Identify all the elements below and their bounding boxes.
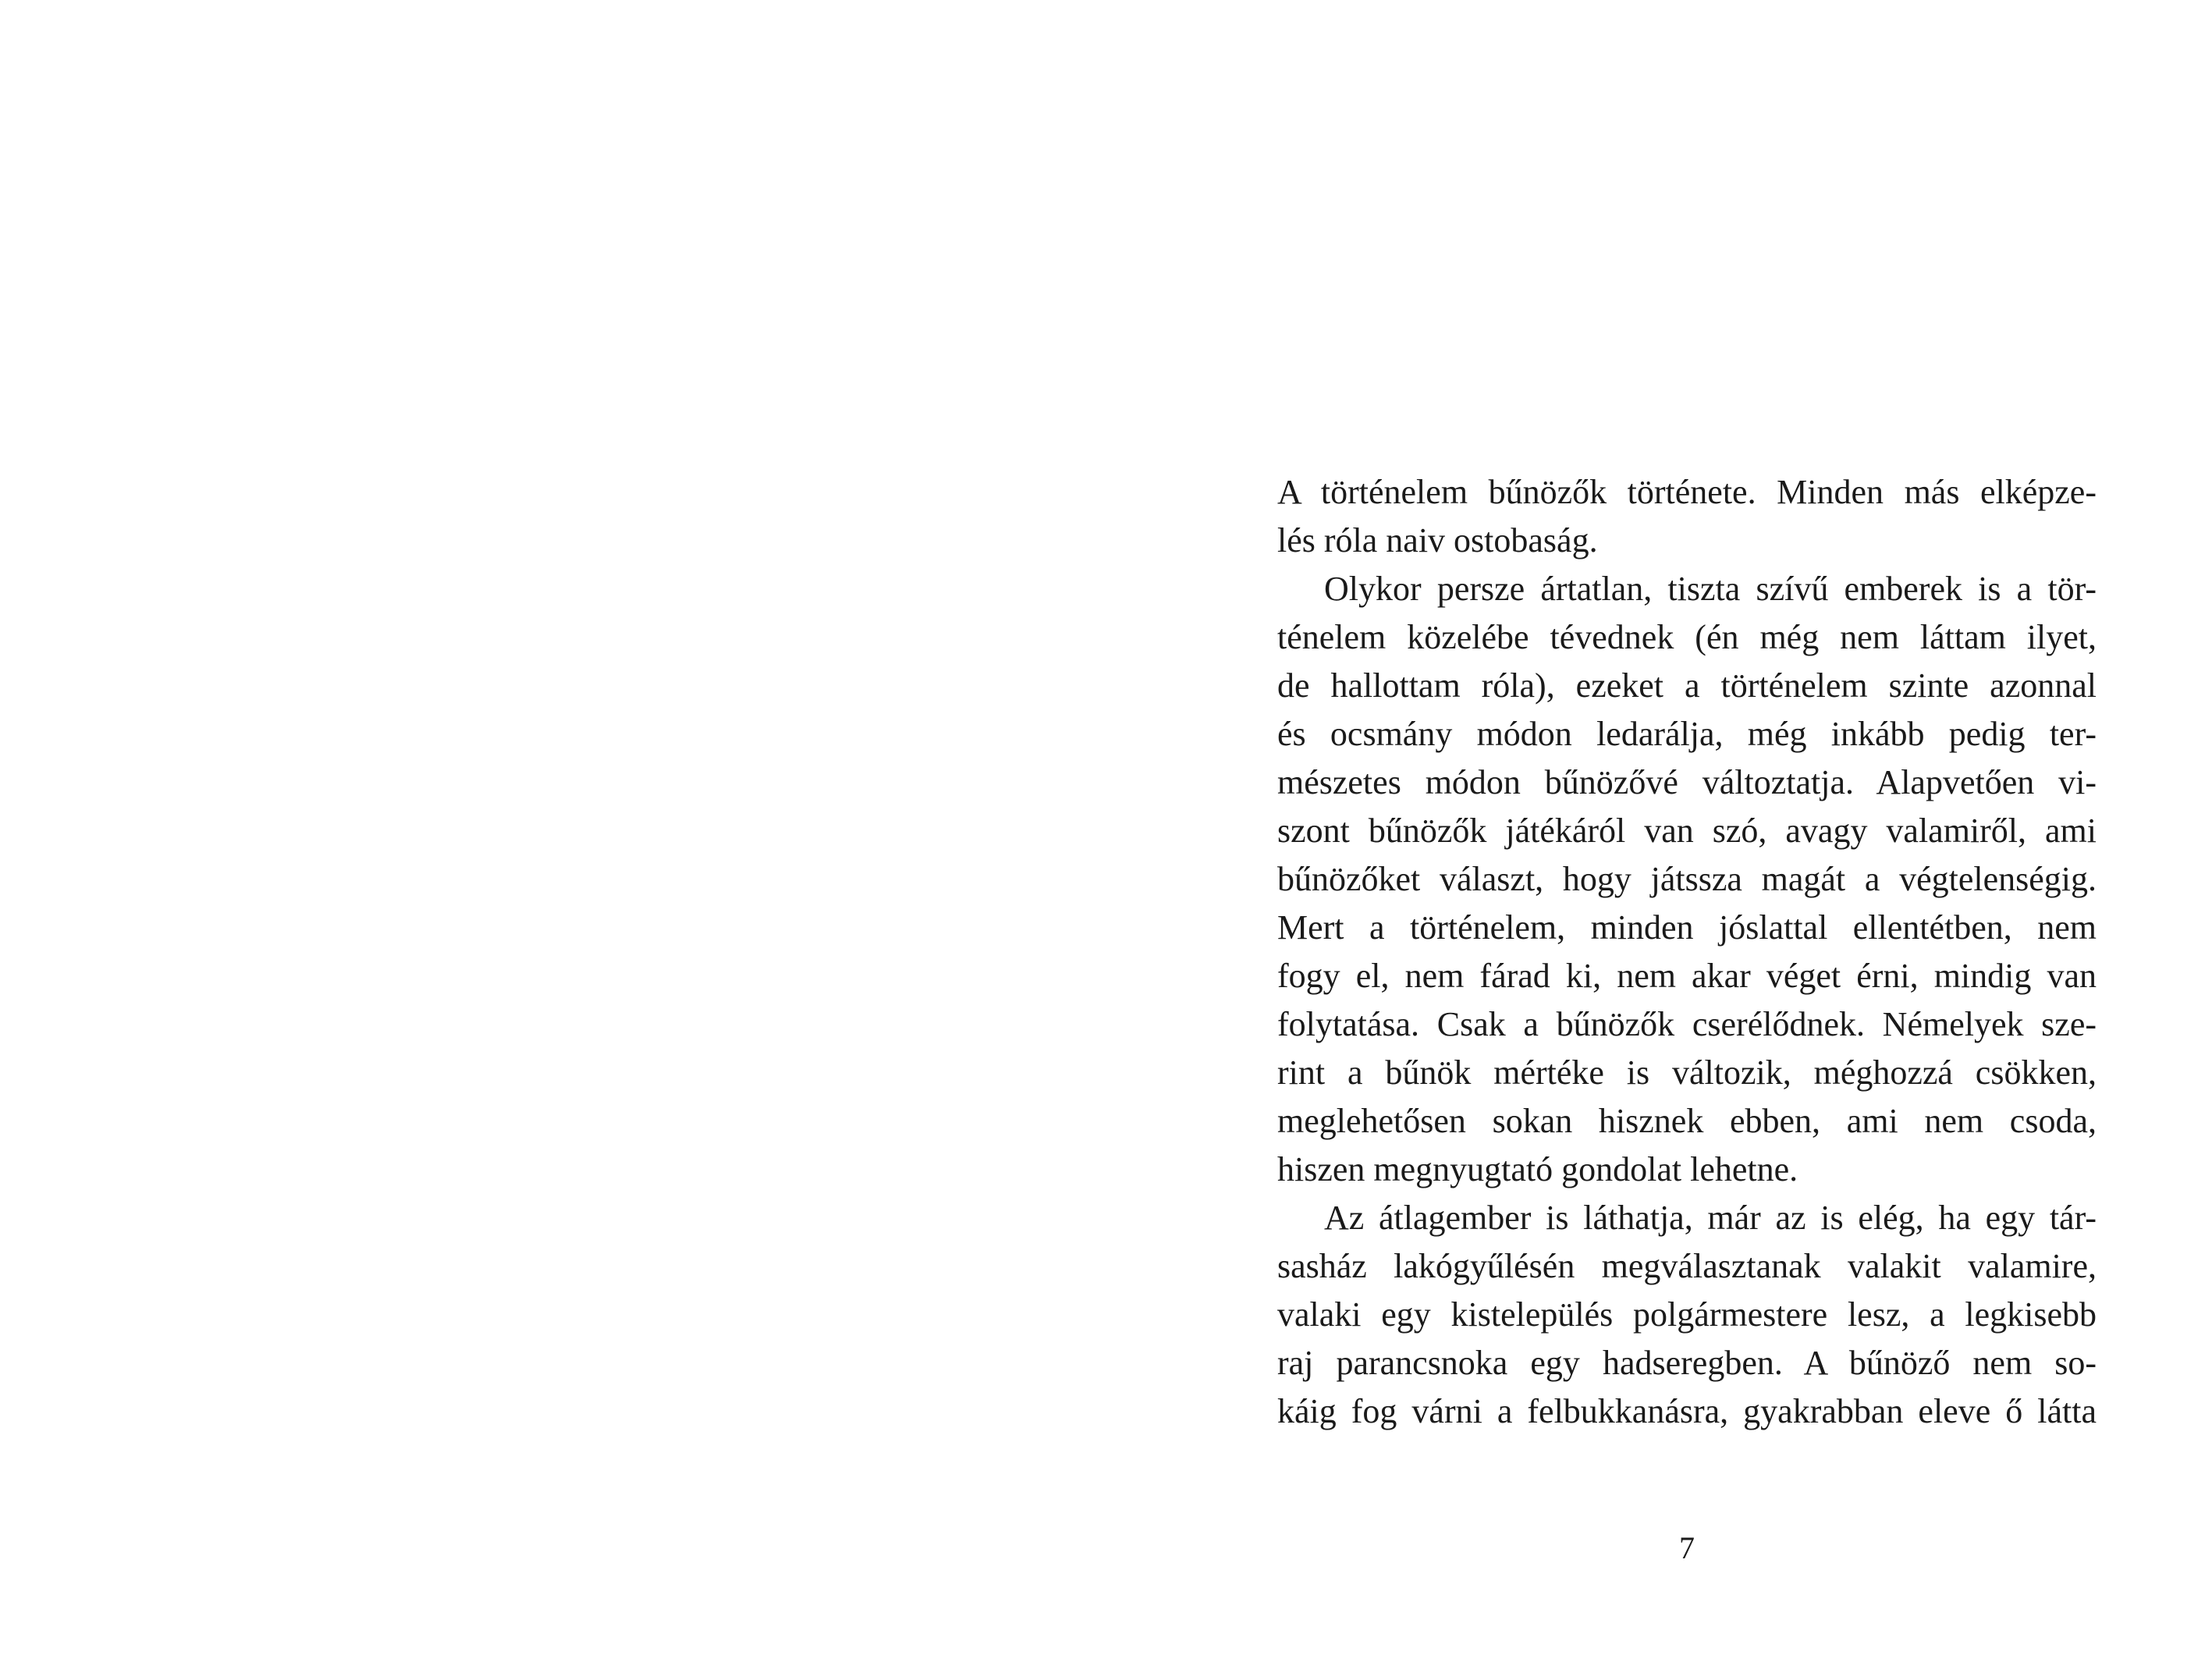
text-line: valaki egy kistelepülés polgármestere lesz, a legkisebb (1277, 1295, 2097, 1334)
text-line: A történelem bűnözők története. Minden más elképze- (1277, 473, 2097, 511)
text-line: lés róla naiv ostobaság. (1277, 521, 1598, 560)
text-line: Az átlagember is láthatja, már az is elég, ha egy tár- (1324, 1199, 2097, 1237)
right-page (1106, 0, 2212, 1659)
body-text (1277, 468, 2097, 1436)
text-line: rint a bűnök mértéke is változik, méghozzá csökken, (1277, 1053, 2097, 1092)
page-number: 7 (1679, 1530, 1695, 1565)
text-line: folytatása. Csak a bűnözők cserélődnek. Némelyek sze- (1277, 1005, 2097, 1043)
text-line: raj parancsnoka egy hadseregben. A bűnöző nem so- (1277, 1344, 2097, 1382)
text-line: hiszen megnyugtató gondolat lehetne. (1277, 1150, 1798, 1188)
text-line: meglehetősen sokan hisznek ebben, ami nem csoda, (1277, 1102, 2097, 1140)
text-line: Mert a történelem, minden jóslattal ellentétben, nem (1277, 908, 2097, 947)
text-line: bűnözőket választ, hogy játssza magát a végtelenségig. (1277, 860, 2097, 898)
text-line: mészetes módon bűnözővé változtatja. Alapvetően vi- (1277, 763, 2097, 801)
text-line: Olykor persze ártatlan, tiszta szívű emberek is a tör- (1324, 570, 2097, 608)
text-line: szont bűnözők játékáról van szó, avagy valamiről, ami (1277, 812, 2097, 850)
text-line: de hallottam róla), ezeket a történelem szinte azonnal (1277, 666, 2097, 705)
text-line: sasház lakógyűlésén megválasztanak valakit valamire, (1277, 1247, 2097, 1285)
text-line: fogy el, nem fárad ki, nem akar véget érni, mindig van (1277, 957, 2097, 995)
text-line: káig fog várni a felbukkanásra, gyakrabban eleve ő látta (1277, 1392, 2097, 1430)
text-line: és ocsmány módon ledarálja, még inkább pedig ter- (1277, 715, 2097, 753)
text-line: ténelem közelébe tévednek (én még nem láttam ilyet, (1277, 618, 2097, 656)
